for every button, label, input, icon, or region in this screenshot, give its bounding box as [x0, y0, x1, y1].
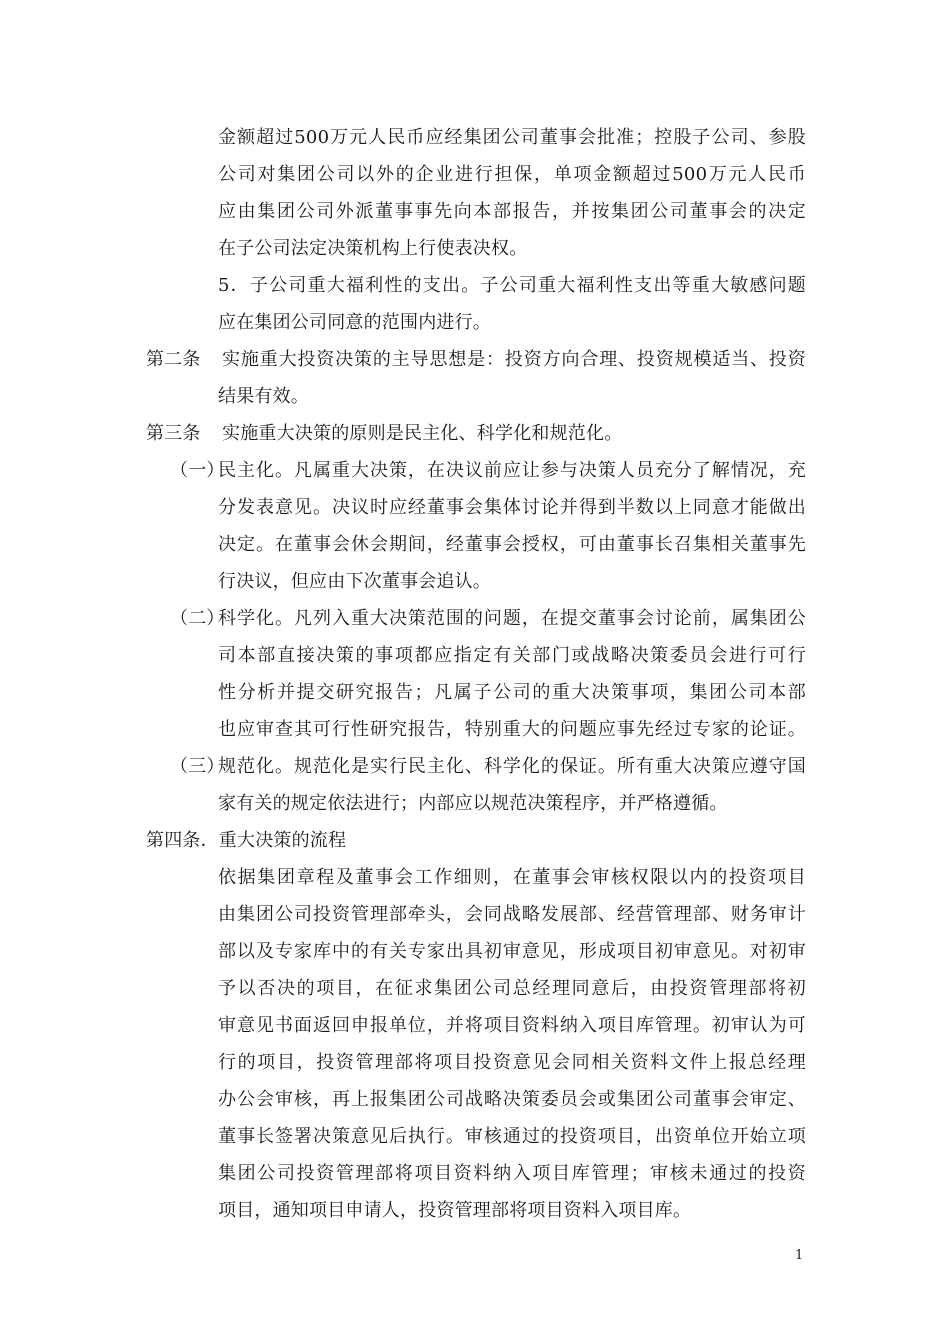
- article4-line: 集团公司投资管理部将项目资料纳入项目库管理；审核未通过的投资: [218, 1163, 806, 1184]
- article4-line: 予以否决的项目，在征求集团公司总经理同意后，由投资管理部将初: [218, 978, 806, 999]
- principle2-line: 科学化。凡列入重大决策范围的问题，在提交董事会讨论前，属集团公: [218, 608, 806, 629]
- article4-line: 部以及专家库中的有关专家出具初审意见，形成项目初审意见。对初审: [218, 941, 806, 962]
- principle2-label: （二）: [170, 608, 225, 629]
- principle1-line: 行决议，但应由下次董事会追认。: [218, 571, 491, 592]
- article2-label: 第二条: [146, 349, 201, 370]
- principle3-line: 规范化。规范化是实行民主化、科学化的保证。所有重大决策应遵守国: [218, 756, 806, 777]
- article4-line: 依据集团章程及董事会工作细则，在董事会审核权限以内的投资项目: [218, 867, 806, 888]
- principle3-label: （三）: [170, 756, 225, 777]
- article3-label: 第三条: [146, 423, 201, 444]
- article4-heading: 第四条．重大决策的流程: [146, 830, 347, 851]
- principle2-line: 司本部直接决策的事项都应指定有关部门或战略决策委员会进行可行: [218, 645, 806, 666]
- page-number: 1: [795, 1248, 804, 1263]
- article3-text: 实施重大决策的原则是民主化、科学化和规范化。: [222, 423, 623, 444]
- article4-line: 行的项目，投资管理部将项目投资意见会同相关资料文件上报总经理: [218, 1052, 806, 1073]
- principle1-line: 分发表意见。决议时应经董事会集体讨论并得到半数以上同意才能做出: [218, 497, 806, 518]
- item5-line: 应在集团公司同意的范围内进行。: [218, 312, 491, 333]
- article4-line: 办公会审核，再上报集团公司战略决策委员会或集团公司董事会审定、: [218, 1089, 806, 1110]
- article2-line: 实施重大投资决策的主导思想是：投资方向合理、投资规模适当、投资: [222, 349, 806, 370]
- intro-line: 公司对集团公司以外的企业进行担保，单项金额超过500万元人民币: [218, 164, 806, 185]
- article2-line: 结果有效。: [218, 386, 309, 407]
- principle2-line: 也应审查其可行性研究报告，特别重大的问题应事先经过专家的论证。: [218, 719, 806, 740]
- principle1-line: 决定。在董事会休会期间，经董事会授权，可由董事长召集相关董事先: [218, 534, 806, 555]
- principle2-line: 性分析并提交研究报告；凡属子公司的重大决策事项，集团公司本部: [218, 682, 806, 703]
- intro-line: 在子公司法定决策机构上行使表决权。: [218, 238, 528, 259]
- principle3-line: 家有关的规定依法进行；内部应以规范决策程序，并严格遵循。: [218, 793, 728, 814]
- article4-line: 项目，通知项目申请人，投资管理部将项目资料入项目库。: [218, 1200, 692, 1221]
- article4-line: 由集团公司投资管理部牵头，会同战略发展部、经营管理部、财务审计: [218, 904, 806, 925]
- article4-line: 董事长签署决策意见后执行。审核通过的投资项目，出资单位开始立项: [218, 1126, 806, 1147]
- intro-line: 应由集团公司外派董事事先向本部报告，并按集团公司董事会的决定: [218, 201, 806, 222]
- principle1-label: （一）: [170, 460, 225, 481]
- item5-line: 5．子公司重大福利性的支出。子公司重大福利性支出等重大敏感问题: [218, 275, 806, 296]
- intro-line: 金额超过500万元人民币应经集团公司董事会批准；控股子公司、参股: [218, 127, 806, 148]
- article4-line: 审意见书面返回申报单位，并将项目资料纳入项目库管理。初审认为可: [218, 1015, 806, 1036]
- principle1-line: 民主化。凡属重大决策，在决议前应让参与决策人员充分了解情况，充: [218, 460, 806, 481]
